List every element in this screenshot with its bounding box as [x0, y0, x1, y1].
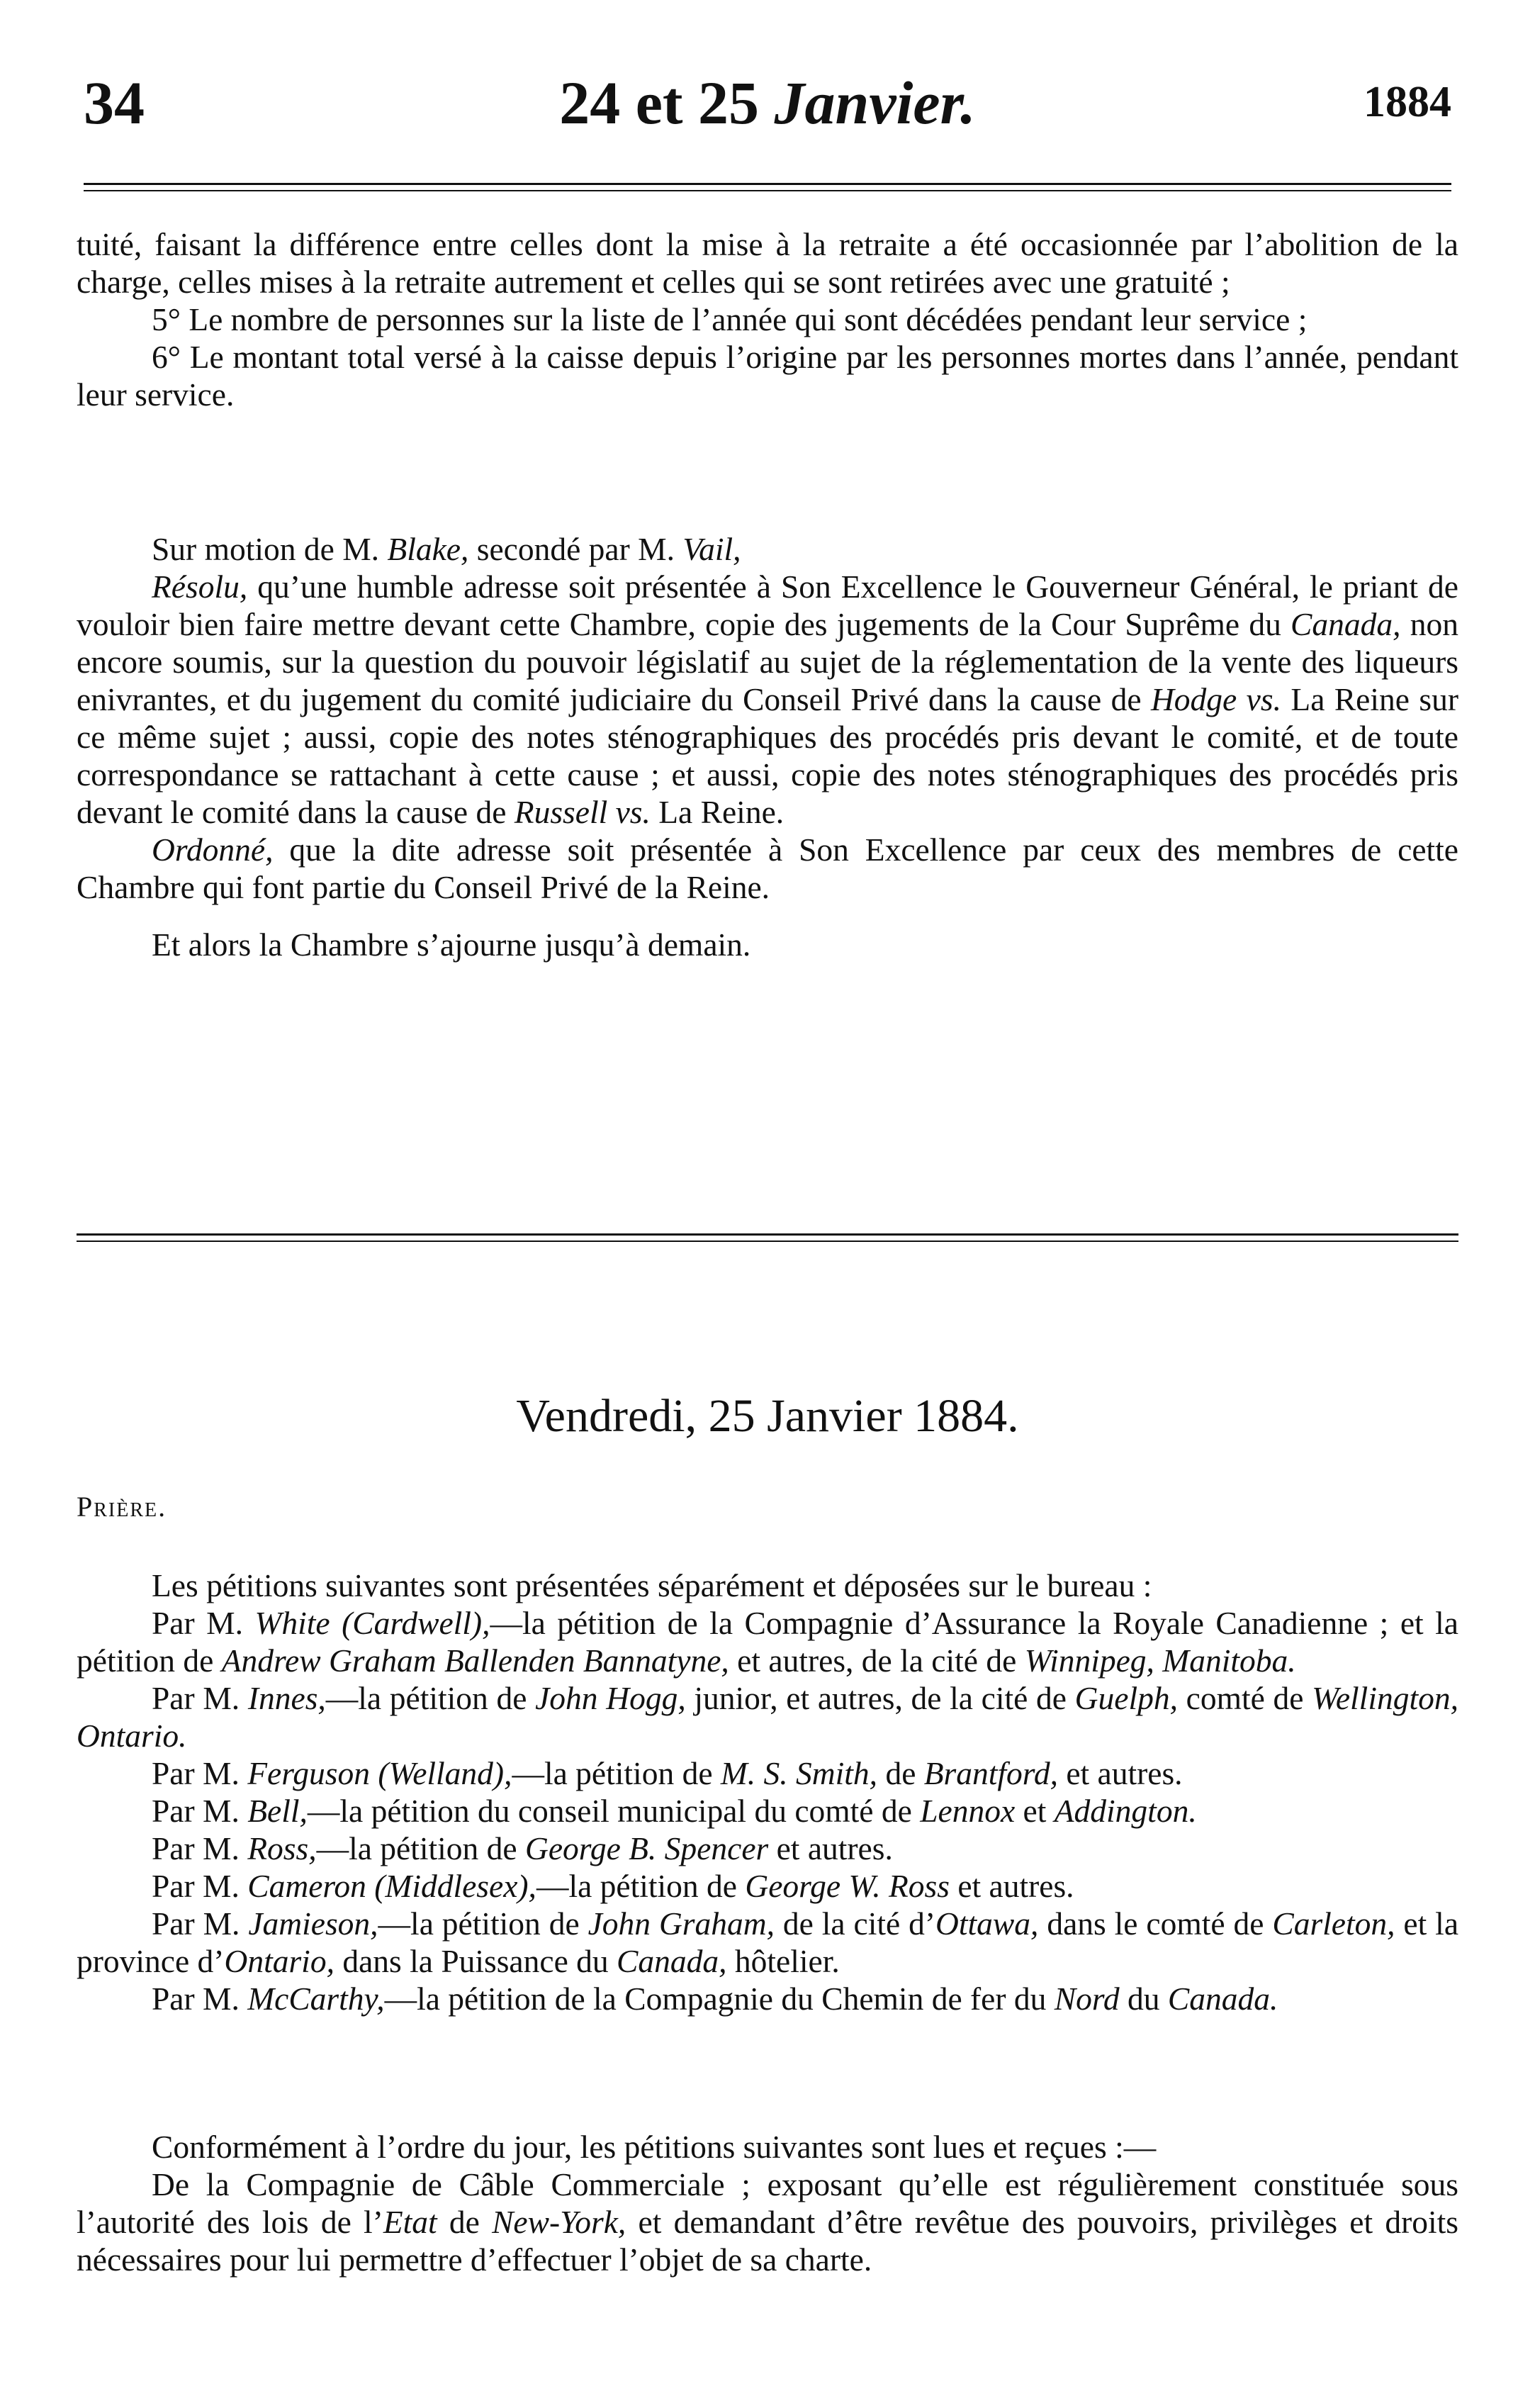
text-run: dans la Puissance du — [334, 1943, 617, 1979]
text-run: Par M. — [152, 1605, 255, 1641]
italic-name: Ottawa, — [935, 1905, 1039, 1942]
italic-name: Andrew Graham Ballenden Bannatyne, — [221, 1642, 729, 1679]
italic-name: George W. Ross — [745, 1868, 950, 1904]
text-run: de — [437, 2204, 493, 2240]
section-rule-top — [77, 1233, 1458, 1236]
text-run: et demandant d’être revêtue des pouvoirs, privilèges et droits nécessaires pour lui permettre d’effectuer l’objet de sa charte. — [77, 2204, 1458, 2278]
text-run: comté de — [1177, 1680, 1312, 1716]
petitions-intro: Les pétitions suivantes sont présentées séparément et déposées sur le bureau : — [152, 1567, 1152, 1603]
petition-entry — [77, 1754, 1458, 1792]
petition-entry — [77, 1792, 1458, 1830]
petitions-presented — [77, 1567, 1458, 2017]
italic-name: John Hogg, — [535, 1680, 686, 1716]
header-rule-bottom — [84, 190, 1451, 191]
petition-read-entry — [77, 2166, 1458, 2278]
header-year: 1884 — [1363, 78, 1451, 126]
text-run: junior, et autres, de la cité de — [685, 1680, 1075, 1716]
title-month: Janvier. — [774, 69, 976, 137]
text-run: —la pétition de la Compagnie du Chemin de fer du — [384, 1981, 1055, 2017]
paragraph-item-6: 6° Le montant total versé à la caisse depuis l’origine par les personnes mortes dans l’année, pendant leur service. — [77, 339, 1458, 413]
running-title — [77, 67, 1458, 138]
text-run: De la Compagnie de Câble Commerciale ; exposant qu’elle est régulièrement constituée sous l’autorité des lois de l’ — [77, 2166, 1458, 2240]
petition-entry — [77, 1905, 1458, 1980]
italic-name: New-York, — [492, 2204, 626, 2240]
motion-order: Ordonné, que la dite adresse soit présentée à Son Excellence par ceux des membres de cette Chambre qui font partie du Conseil Privé de la Reine. — [77, 831, 1458, 905]
italic-name: Innes, — [247, 1680, 326, 1716]
text-run: —la pétition de la Compagnie d’Assurance la Royale Canadienne ; et la pétition de — [77, 1605, 1458, 1679]
italic-name: Ferguson (Welland), — [247, 1755, 512, 1791]
text-run: de la cité d’ — [775, 1905, 936, 1942]
paragraph-tuite: tuité, faisant la différence entre celles dont la mise à la retraite a été occasionnée par l’abolition de la charge, celles mises à la retraite autrement et celles qui se sont retirées avec une gratuité ; — [77, 226, 1458, 300]
italic-name: Etat — [383, 2204, 437, 2240]
italic-name: Bell, — [247, 1793, 308, 1829]
italic-name: White (Cardwell), — [254, 1605, 490, 1641]
italic-name: Wellington, Ontario. — [77, 1680, 1458, 1754]
italic-name: Guelph, — [1074, 1680, 1178, 1716]
petition-entry — [77, 1679, 1458, 1754]
sitting-date: Vendredi, 25 Janvier 1884. — [516, 1390, 1019, 1442]
text-run: Par M. — [152, 1905, 249, 1942]
text-run: —la pétition de — [512, 1755, 721, 1791]
paragraph-item-5: 5° Le nombre de personnes sur la liste de l’année qui sont décédées pendant leur service ; — [152, 301, 1308, 337]
text-run: —la pétition de — [325, 1680, 536, 1716]
italic-name: Carleton, — [1272, 1905, 1395, 1942]
italic-name: Jamieson, — [248, 1905, 378, 1942]
petitions-read — [77, 2128, 1458, 2278]
italic-name: McCarthy, — [247, 1981, 385, 2017]
italic-name: Brantford, — [923, 1755, 1058, 1791]
header-rule-top — [84, 183, 1451, 185]
page-number: 34 — [84, 69, 145, 137]
text-run: et autres. — [768, 1830, 893, 1866]
petition-entry — [77, 1604, 1458, 1679]
motion-section — [77, 530, 1458, 963]
text-run: Par M. — [152, 1755, 248, 1791]
section-continuation — [77, 225, 1458, 413]
text-run: Par M. — [152, 1868, 248, 1904]
italic-name: Canada, — [617, 1943, 727, 1979]
text-run: —la pétition de — [536, 1868, 746, 1904]
italic-name: Addington. — [1054, 1793, 1197, 1829]
text-run: —la pétition de — [316, 1830, 525, 1866]
text-run: Par M. — [152, 1830, 248, 1866]
text-run: et autres. — [949, 1868, 1074, 1904]
running-header — [77, 67, 1458, 145]
text-run: —la pétition du conseil municipal du comté de — [307, 1793, 921, 1829]
italic-name: Ross, — [247, 1830, 317, 1866]
text-run: et — [1015, 1793, 1055, 1829]
text-run: —la pétition de — [378, 1905, 588, 1942]
text-run: et autres, de la cité de — [729, 1642, 1025, 1679]
priere-label: Prière. — [77, 1491, 167, 1523]
text-run: Par M. — [152, 1680, 248, 1716]
petition-entry — [77, 1867, 1458, 1905]
motion-intro: Sur motion de M. Blake, secondé par M. Vail, — [152, 531, 741, 567]
petition-entry — [77, 1980, 1458, 2017]
section-rule-bottom — [77, 1241, 1458, 1242]
italic-name: M. S. Smith, — [720, 1755, 878, 1791]
text-run: Par M. — [152, 1981, 248, 2017]
italic-name: Cameron (Middlesex), — [247, 1868, 536, 1904]
italic-name: Ontario, — [224, 1943, 334, 1979]
italic-name: Canada. — [1167, 1981, 1278, 2017]
text-run: du — [1119, 1981, 1168, 2017]
title-dates: 24 et 25 — [559, 69, 759, 137]
italic-name: Lennox — [920, 1793, 1016, 1829]
adjournment: Et alors la Chambre s’ajourne jusqu’à demain. — [152, 926, 751, 963]
text-run: dans le comté de — [1038, 1905, 1273, 1942]
text-run: et la province d’ — [77, 1905, 1459, 1979]
text-run: hôtelier. — [726, 1943, 840, 1979]
italic-name: Winnipeg, Manitoba. — [1024, 1642, 1296, 1679]
italic-name: Nord — [1054, 1981, 1120, 2017]
motion-resolution: Résolu, qu’une humble adresse soit présentée à Son Excellence le Gouverneur Général, le priant de vouloir bien faire mettre devant cette Chambre, copie des jugements de la Cour Suprême du Canada, non encore soumis, sur la question du pouvoir législatif au sujet de la réglementation de la vente des liqueurs enivrantes, et du jugement du comité judiciaire du Conseil Privé dans la cause de Hodge vs. La Reine sur ce même sujet ; aussi, copie des notes sténographiques des procédés pris devant le comité, et de toute correspondance se rattachant à cette cause ; et aussi, copie des notes sténographiques des procédés pris devant le comité dans la cause de Russell vs. La Reine. — [77, 569, 1458, 830]
text-run: Par M. — [152, 1793, 248, 1829]
petition-entry — [77, 1830, 1458, 1867]
text-run: et autres. — [1057, 1755, 1183, 1791]
italic-name: George B. Spencer — [525, 1830, 769, 1866]
petitions-read-intro: Conformément à l’ordre du jour, les pétitions suivantes sont lues et reçues :— — [152, 2129, 1157, 2165]
text-run: de — [877, 1755, 924, 1791]
italic-name: John Graham, — [587, 1905, 775, 1942]
